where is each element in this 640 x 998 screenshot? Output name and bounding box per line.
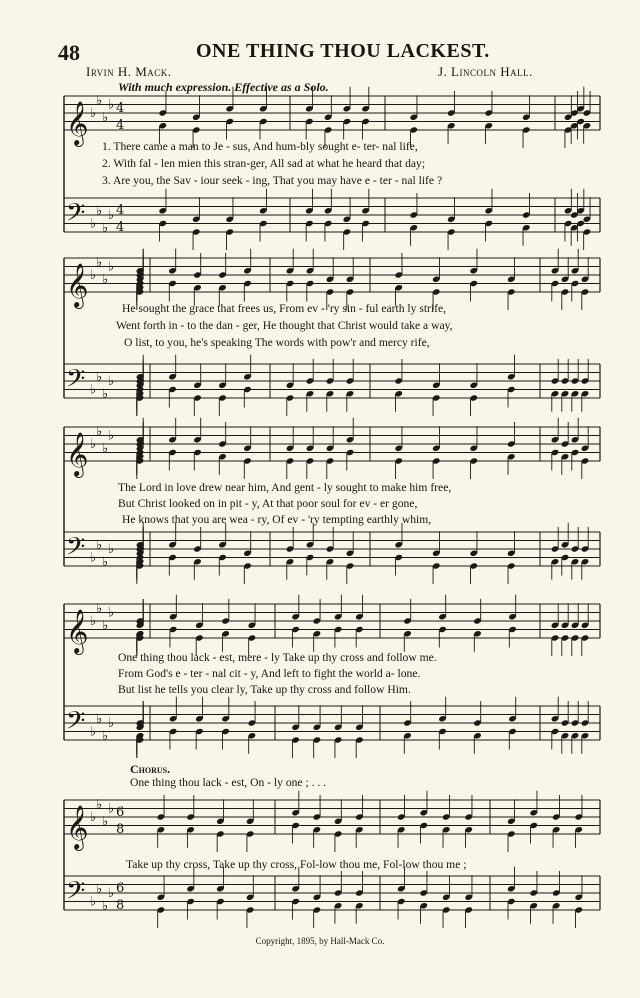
- flat-icon: ♭: [90, 382, 97, 398]
- bass-clef-icon: 𝄢: [66, 532, 86, 568]
- flat-icon: ♭: [96, 881, 103, 897]
- flat-icon: ♭: [90, 810, 97, 825]
- flat-icon: ♭: [102, 386, 109, 402]
- flat-icon: ♭: [96, 203, 103, 219]
- system1-verse3: 3. Are you, the Sav - iour seek - ing, That you may have e - ter - nal life ?: [102, 174, 443, 187]
- flat-icon: ♭: [102, 814, 109, 830]
- flat-icon: ♭: [108, 97, 115, 113]
- time-signature-bottom: 8: [116, 822, 125, 837]
- treble-clef-icon: 𝄞: [66, 101, 89, 145]
- time-signature-top: 6: [116, 805, 125, 820]
- time-signature-top: 6: [116, 881, 125, 896]
- flat-icon: ♭: [96, 424, 103, 440]
- system2-verse1: He sought the grace that frees us, From ev - 'ry sin - ful earth ly strife,: [122, 302, 447, 315]
- flat-icon: ♭: [96, 601, 103, 617]
- composer-credit: J. Lincoln Hall.: [438, 64, 533, 79]
- system3-verse2: But Christ looked on in pit - y, At that poor soul for ev - er gone,: [118, 497, 418, 510]
- flat-icon: ♭: [90, 437, 97, 452]
- system3-verse3: He knows that you are wea - ry, Of ev - 'ry tempting earthly whim,: [122, 513, 432, 526]
- bass-clef-icon: 𝄢: [66, 876, 86, 912]
- flat-icon: ♭: [90, 614, 97, 629]
- page-number: 48: [58, 40, 80, 65]
- lyricist-credit: Irvin H. Mack.: [86, 64, 172, 79]
- system4-verse1: One thing thou lack - est, mere - ly Take up thy cross and follow me.: [118, 651, 437, 664]
- time-signature-bottom: 4: [116, 220, 125, 235]
- chorus-upper-lyric: One thing thou lack - est, On - ly one ; . . .: [130, 776, 327, 789]
- flat-icon: ♭: [102, 898, 109, 914]
- flat-icon: ♭: [108, 886, 115, 901]
- flat-icon: ♭: [108, 374, 115, 389]
- flat-icon: ♭: [96, 93, 103, 109]
- system4-verse2: From God's e - ter - nal cit - y, And left to fight the world a- lone.: [118, 667, 421, 680]
- flat-icon: ♭: [96, 711, 103, 727]
- flat-icon: ♭: [90, 268, 97, 283]
- flat-icon: ♭: [102, 618, 109, 634]
- hymn-title: ONE THING THOU LACKEST.: [196, 40, 490, 62]
- system1-verse1: 1. There came a man to Je - sus, And hum-bly sought e- ter- nal life,: [102, 140, 418, 153]
- flat-icon: ♭: [90, 894, 97, 910]
- chorus-label: Chorus.: [130, 762, 171, 776]
- flat-icon: ♭: [96, 537, 103, 553]
- flat-icon: ♭: [102, 220, 109, 236]
- flat-icon: ♭: [108, 542, 115, 557]
- time-signature-bottom: 4: [116, 118, 125, 133]
- system3-verse1: The Lord in love drew near him, And gent - ly sought to make him free,: [118, 481, 452, 494]
- flat-icon: ♭: [96, 797, 103, 813]
- flat-icon: ♭: [108, 801, 115, 817]
- treble-clef-icon: 𝄞: [66, 609, 89, 653]
- system2-verse2: Went forth in - to the dan - ger, He thought that Christ would take a way,: [116, 319, 453, 332]
- flat-icon: ♭: [102, 441, 109, 457]
- flat-icon: ♭: [90, 106, 97, 121]
- time-signature-top: 4: [116, 203, 125, 218]
- treble-clef-icon: 𝄞: [66, 432, 89, 476]
- treble-clef-icon: 𝄞: [66, 263, 89, 307]
- flat-icon: ♭: [108, 259, 115, 275]
- flat-icon: ♭: [102, 728, 109, 744]
- copyright-notice: Copyright, 1895, by Hall-Mack Co.: [255, 936, 385, 946]
- bass-clef-icon: 𝄢: [66, 706, 86, 742]
- bass-clef-icon: 𝄢: [66, 198, 86, 234]
- flat-icon: ♭: [90, 216, 97, 232]
- flat-icon: ♭: [96, 369, 103, 385]
- flat-icon: ♭: [108, 208, 115, 223]
- flat-icon: ♭: [90, 550, 97, 566]
- flat-icon: ♭: [108, 428, 115, 444]
- flat-icon: ♭: [102, 110, 109, 126]
- bass-clef-icon: 𝄢: [66, 364, 86, 400]
- flat-icon: ♭: [108, 605, 115, 621]
- time-signature-top: 4: [116, 101, 125, 116]
- system1-verse2: 2. With fal - len mien this stran-ger, All sad at what he heard that day;: [102, 157, 426, 170]
- system4-verse3: But list he tells you clear ly, Take up thy cross and follow Him.: [118, 683, 411, 696]
- flat-icon: ♭: [108, 716, 115, 731]
- chorus-lower-lyric: Take up thy cross, Take up thy cross, Fol-low thou me, Fol-low thou me ;: [126, 858, 467, 871]
- flat-icon: ♭: [90, 724, 97, 740]
- performance-instruction: With much expression. Effective as a Solo.: [118, 80, 329, 94]
- flat-icon: ♭: [102, 554, 109, 570]
- time-signature-bottom: 8: [116, 898, 125, 913]
- flat-icon: ♭: [96, 255, 103, 271]
- treble-clef-icon: 𝄞: [66, 805, 89, 849]
- system2-verse3: O list, to you, he's speaking The words with pow'r and mercy rife,: [124, 336, 430, 349]
- flat-icon: ♭: [102, 272, 109, 288]
